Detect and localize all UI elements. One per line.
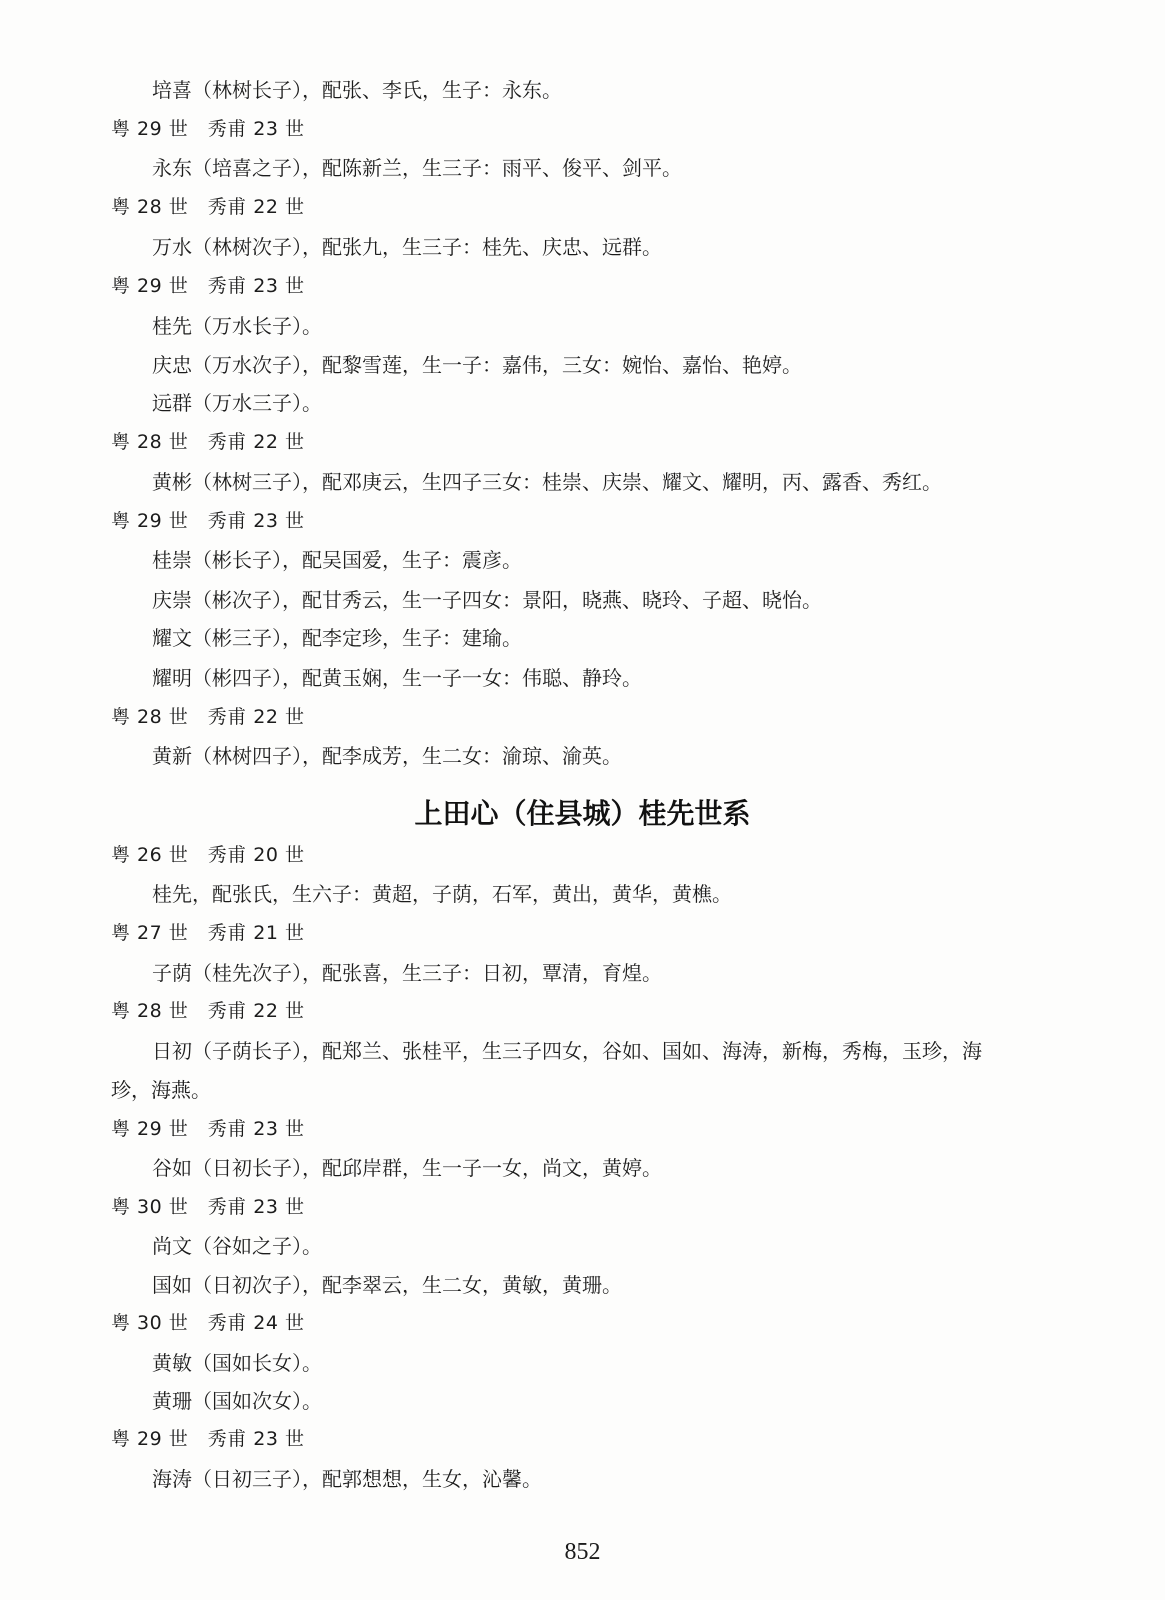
genealogy-entry: 子荫（桂先次子），配张喜，生三子：日初，覃清，育煌。 [152,961,662,985]
genealogy-entry: 耀文（彬三子），配李定珍，生子：建瑜。 [152,626,522,650]
genealogy-entry: 桂崇（彬长子），配吴国爱，生子：震彦。 [152,548,522,572]
genealogy-entry: 海涛（日初三子），配郭想想，生女，沁馨。 [152,1467,542,1491]
generation-heading: 粤 28 世 秀甫 22 世 [111,431,305,453]
genealogy-entry: 万水（林树次子），配张九，生三子：桂先、庆忠、远群。 [152,235,662,259]
genealogy-entry: 黄新（林树四子），配李成芳，生二女：渝琼、渝英。 [152,744,622,768]
genealogy-entry: 庆崇（彬次子），配甘秀云，生一子四女：景阳，晓燕、晓玲、子超、晓怡。 [152,588,822,612]
genealogy-entry: 桂先（万水长子）。 [152,314,322,338]
generation-heading: 粤 29 世 秀甫 23 世 [111,510,305,532]
generation-heading: 粤 29 世 秀甫 23 世 [111,275,305,297]
generation-heading: 粤 28 世 秀甫 22 世 [111,1000,305,1022]
genealogy-entry: 培喜（林树长子），配张、李氏，生子：永东。 [152,78,562,102]
generation-heading: 粤 29 世 秀甫 23 世 [111,1118,305,1140]
genealogy-entry: 永东（培喜之子），配陈新兰，生三子：雨平、俊平、剑平。 [152,156,682,180]
genealogy-entry: 黄珊（国如次女）。 [152,1389,322,1413]
generation-heading: 粤 26 世 秀甫 20 世 [111,844,305,866]
page-number: 852 [564,1539,601,1565]
genealogy-entry: 尚文（谷如之子）。 [152,1234,322,1258]
section-title: 上田心（住县城）桂先世系 [414,797,751,830]
genealogy-entry: 谷如（日初长子），配邱岸群，生一子一女，尚文，黄婷。 [152,1156,662,1180]
generation-heading: 粤 28 世 秀甫 22 世 [111,706,305,728]
genealogy-entry: 桂先，配张氏，生六子：黄超，子荫，石军，黄出，黄华，黄樵。 [152,882,732,906]
generation-heading: 粤 29 世 秀甫 23 世 [111,118,305,140]
generation-heading: 粤 28 世 秀甫 22 世 [111,196,305,218]
genealogy-entry: 日初（子荫长子），配郑兰、张桂平，生三子四女，谷如、国如、海涛，新梅，秀梅，玉珍，海 [152,1039,982,1063]
generation-heading: 粤 29 世 秀甫 23 世 [111,1428,305,1450]
genealogy-entry: 国如（日初次子），配李翠云，生二女，黄敏，黄珊。 [152,1273,622,1297]
generation-heading: 粤 27 世 秀甫 21 世 [111,922,305,944]
genealogy-entry: 黄彬（林树三子），配邓庚云，生四子三女：桂崇、庆崇、耀文、耀明，丙、露香、秀红。 [152,470,942,494]
genealogy-entry: 庆忠（万水次子），配黎雪莲，生一子：嘉伟，三女：婉怡、嘉怡、艳婷。 [152,353,802,377]
genealogy-entry-continuation: 珍，海燕。 [111,1078,211,1102]
genealogy-entry: 耀明（彬四子），配黄玉娴，生一子一女：伟聪、静玲。 [152,666,642,690]
generation-heading: 粤 30 世 秀甫 24 世 [111,1312,305,1334]
generation-heading: 粤 30 世 秀甫 23 世 [111,1196,305,1218]
genealogy-entry: 黄敏（国如长女）。 [152,1351,322,1375]
genealogy-entry: 远群（万水三子）。 [152,391,322,415]
